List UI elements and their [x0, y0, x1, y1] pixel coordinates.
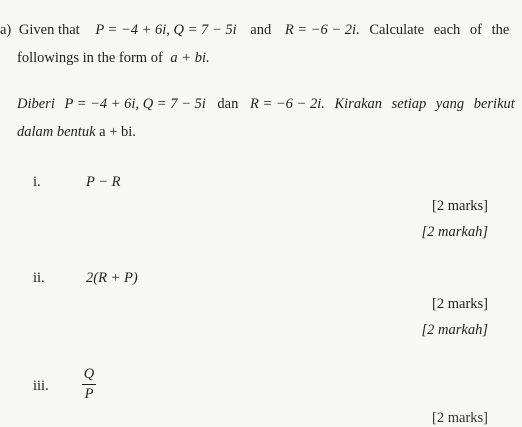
and-text: and	[250, 22, 272, 38]
part-i-marks-malay: [2 markah]	[421, 224, 488, 240]
fraction-bar	[82, 384, 96, 385]
malay-r-definition: R = −6 − 2i.	[249, 96, 325, 112]
question-line-english-2	[17, 50, 210, 67]
malay-dan-text: dan	[217, 96, 239, 112]
question-line-english-1	[0, 22, 509, 39]
fraction-numerator: Q	[83, 366, 95, 382]
form-expression: a + bi.	[170, 50, 210, 66]
question-line-malay-2	[17, 124, 136, 141]
question-line-malay-1	[17, 96, 515, 113]
fraction-denominator: P	[84, 386, 94, 402]
malay-form-intro-text: dalam bentuk	[17, 124, 96, 140]
part-ii-marks-english: [2 marks]	[432, 296, 488, 312]
part-ii-expression: 2(R + P)	[86, 270, 138, 286]
part-iii-marks-english: [2 marks]	[432, 410, 488, 426]
part-ii-numeral: ii.	[33, 270, 45, 286]
part-i-marks-english: [2 marks]	[432, 198, 488, 214]
form-intro-text: followings in the form of	[17, 50, 163, 66]
part-ii-marks-malay: [2 markah]	[421, 322, 488, 338]
malay-p-q-definition: P = −4 + 6i, Q = 7 − 5i	[64, 96, 206, 112]
part-iii-numeral: iii.	[33, 378, 49, 394]
instruction-text: Calculate each of the	[369, 22, 510, 38]
malay-form-expression: a + bi.	[99, 124, 136, 140]
intro-text: Given that	[18, 22, 80, 38]
malay-intro-text: Diberi	[17, 96, 55, 112]
question-label: a)	[0, 22, 12, 38]
part-iii-fraction	[82, 366, 96, 403]
part-i-expression: P − R	[86, 174, 121, 190]
malay-instruction-text: Kirakan setiap yang berikut	[334, 96, 515, 112]
p-q-definition: P = −4 + 6i, Q = 7 − 5i	[95, 22, 237, 38]
r-definition: R = −6 − 2i.	[284, 22, 360, 38]
part-i-numeral: i.	[33, 174, 41, 190]
